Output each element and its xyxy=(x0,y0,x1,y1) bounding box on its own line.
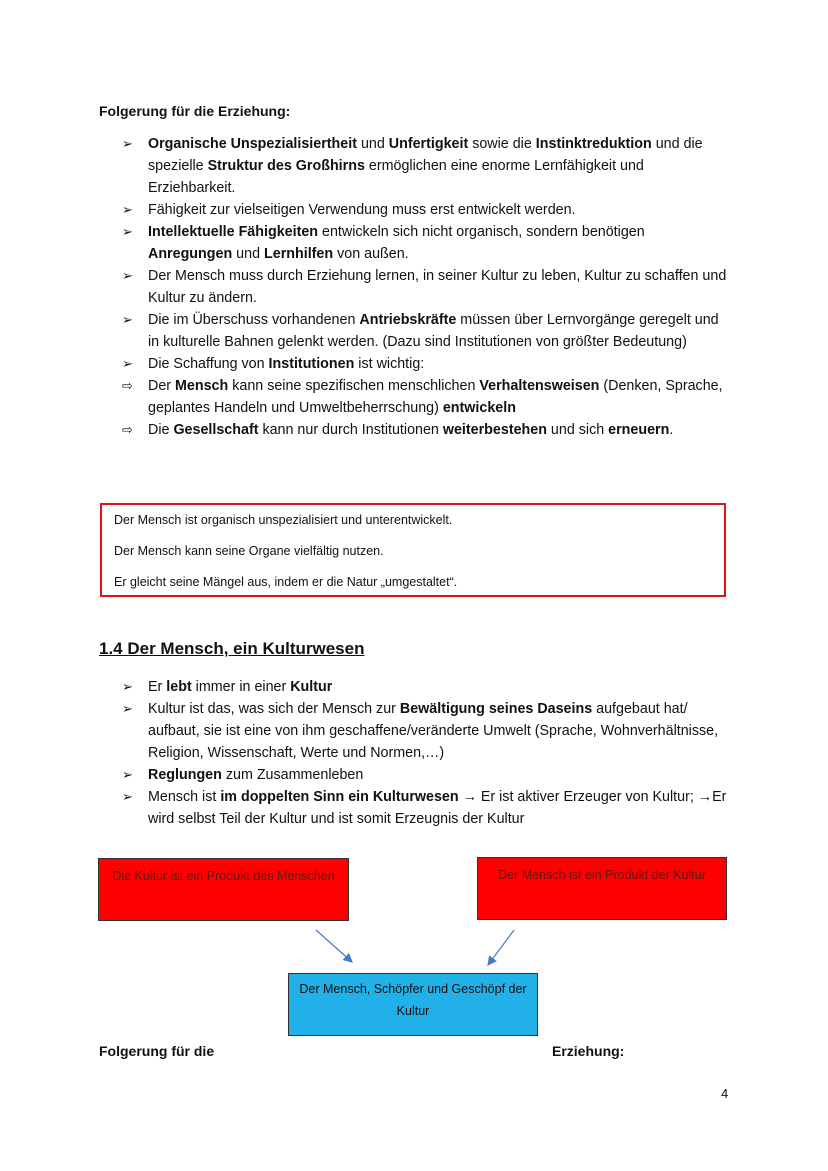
arrowhead-bullet-icon: ➢ xyxy=(122,268,133,283)
text-run: von außen. xyxy=(333,246,409,262)
text-run: Der Mensch muss durch Erziehung lernen, in seiner Kultur zu leben, Kultur zu schaffen und Kultur zu ändern. xyxy=(148,268,727,306)
text-run: Kultur ist das, was sich der Mensch zur xyxy=(148,701,400,717)
arrowhead-bullet-icon: ➢ xyxy=(122,679,133,694)
bold-term: erneuern xyxy=(608,422,670,438)
text-run: . xyxy=(669,422,674,438)
hollow-arrow-bullet-icon: ⇨ xyxy=(122,422,133,437)
culture-product-of-human-box: Die Kultur ist ein Produkt des Menschen xyxy=(98,858,349,921)
bold-term: Intellektuelle Fähigkeiten xyxy=(148,224,319,240)
bold-term: weiterbestehen xyxy=(442,422,547,438)
human-creator-and-creature-box: Der Mensch, Schöpfer und Geschöpf der Kultur xyxy=(288,973,538,1036)
text-run: (Denken, Sprache, geplantes Handeln und Umweltbeherrschung) xyxy=(148,378,723,416)
human-product-of-culture-box: Der Mensch ist ein Produkt der Kultur xyxy=(477,857,727,920)
text-run: Die Schaffung von xyxy=(148,356,269,372)
text-run: kann seine spezifischen menschlichen xyxy=(228,378,480,394)
arrowhead-bullet-icon: ➢ xyxy=(122,356,133,371)
bold-term: Anregungen xyxy=(148,246,233,262)
bold-term: Reglungen xyxy=(148,767,222,783)
text-run: kann nur durch Institutionen xyxy=(258,422,443,438)
bold-term: Organische Unspezialisiertheit xyxy=(148,136,357,152)
bold-term: im doppelten Sinn ein Kulturwesen xyxy=(220,789,459,805)
bold-term: Institutionen xyxy=(268,356,355,372)
bold-term: Verhaltensweisen xyxy=(479,378,600,394)
text-run: müssen über Lernvorgänge geregelt und in kulturelle Bahnen gelenkt werden. (Dazu sind Institutionen von größter Bedeutung) xyxy=(148,312,719,350)
text-run: und xyxy=(356,136,389,152)
hollow-arrow-bullet-icon: ⇨ xyxy=(122,378,133,393)
bold-term: Struktur des Großhirns xyxy=(207,158,365,174)
bold-term: Mensch xyxy=(175,378,229,394)
folgerung-heading: Folgerung für die Erziehung: xyxy=(99,103,291,119)
arrowhead-bullet-icon: ➢ xyxy=(122,767,133,782)
summary-line-1: Der Mensch ist organisch unspezialisiert und unterentwickelt. xyxy=(114,513,453,527)
bold-term: Antriebskräfte xyxy=(359,312,457,328)
text-run: entwickeln sich nicht organisch, sondern benötigen xyxy=(318,224,645,240)
summary-line-3: Er gleicht seine Mängel aus, indem er die Natur „umgestaltet“. xyxy=(114,575,458,589)
bold-term: Lernhilfen xyxy=(264,246,334,262)
footer-folgerung-right: Erziehung: xyxy=(552,1043,625,1059)
bold-term: entwickeln xyxy=(442,400,516,416)
text-run: und sich xyxy=(546,422,609,438)
summary-line-2: Der Mensch kann seine Organe vielfältig nutzen. xyxy=(114,544,384,558)
arrow-right-to-center xyxy=(488,930,514,965)
arrowhead-bullet-icon: ➢ xyxy=(122,312,133,327)
text-run: immer in einer xyxy=(191,679,291,695)
arrowhead-bullet-icon: ➢ xyxy=(122,701,133,716)
bold-term: Bewältigung seines Daseins xyxy=(399,701,593,717)
text-run: zum Zusammenleben xyxy=(221,767,364,783)
text-run: → Er ist aktiver Erzeuger von Kultur; →Er wird selbst Teil der Kultur und ist somit Erzeugnis der Kultur xyxy=(148,789,727,827)
text-run: Er xyxy=(148,679,167,695)
text-run: Die im Überschuss vorhandenen xyxy=(148,312,360,328)
text-run: Der xyxy=(148,378,176,394)
text-run: aufgebaut hat/ aufbaut, sie ist eine von ihm geschaffene/veränderte Umwelt (Sprache, Wohnverhältnisse, Religion, Wissenschaft, Werte und Normen,…) xyxy=(148,701,719,761)
page-number: 4 xyxy=(721,1086,729,1101)
text-run: und xyxy=(232,246,265,262)
text-run: sowie die xyxy=(468,136,536,152)
bold-term: Gesellschaft xyxy=(173,422,259,438)
text-run: und die spezielle xyxy=(148,136,703,174)
text-run: Fähigkeit zur vielseitigen Verwendung muss erst entwickelt werden. xyxy=(148,202,576,218)
bold-term: Unfertigkeit xyxy=(388,136,469,152)
arrowhead-bullet-icon: ➢ xyxy=(122,789,133,804)
text-run: Die xyxy=(148,422,174,438)
arrow-left-to-center xyxy=(316,930,352,962)
bold-term: Instinktreduktion xyxy=(535,136,652,152)
arrowhead-bullet-icon: ➢ xyxy=(122,202,133,217)
arrowhead-bullet-icon: ➢ xyxy=(122,136,133,151)
text-run: ermöglichen eine enorme Lernfähigkeit und Erziehbarkeit. xyxy=(148,158,644,196)
text-run: Mensch ist xyxy=(148,789,221,805)
footer-folgerung-left: Folgerung für die xyxy=(99,1043,215,1059)
bold-term: lebt xyxy=(166,679,192,695)
section-title: 1.4 Der Mensch, ein Kulturwesen xyxy=(99,639,365,658)
bold-term: Kultur xyxy=(290,679,333,695)
arrowhead-bullet-icon: ➢ xyxy=(122,224,133,239)
text-run: ist wichtig: xyxy=(354,356,425,372)
